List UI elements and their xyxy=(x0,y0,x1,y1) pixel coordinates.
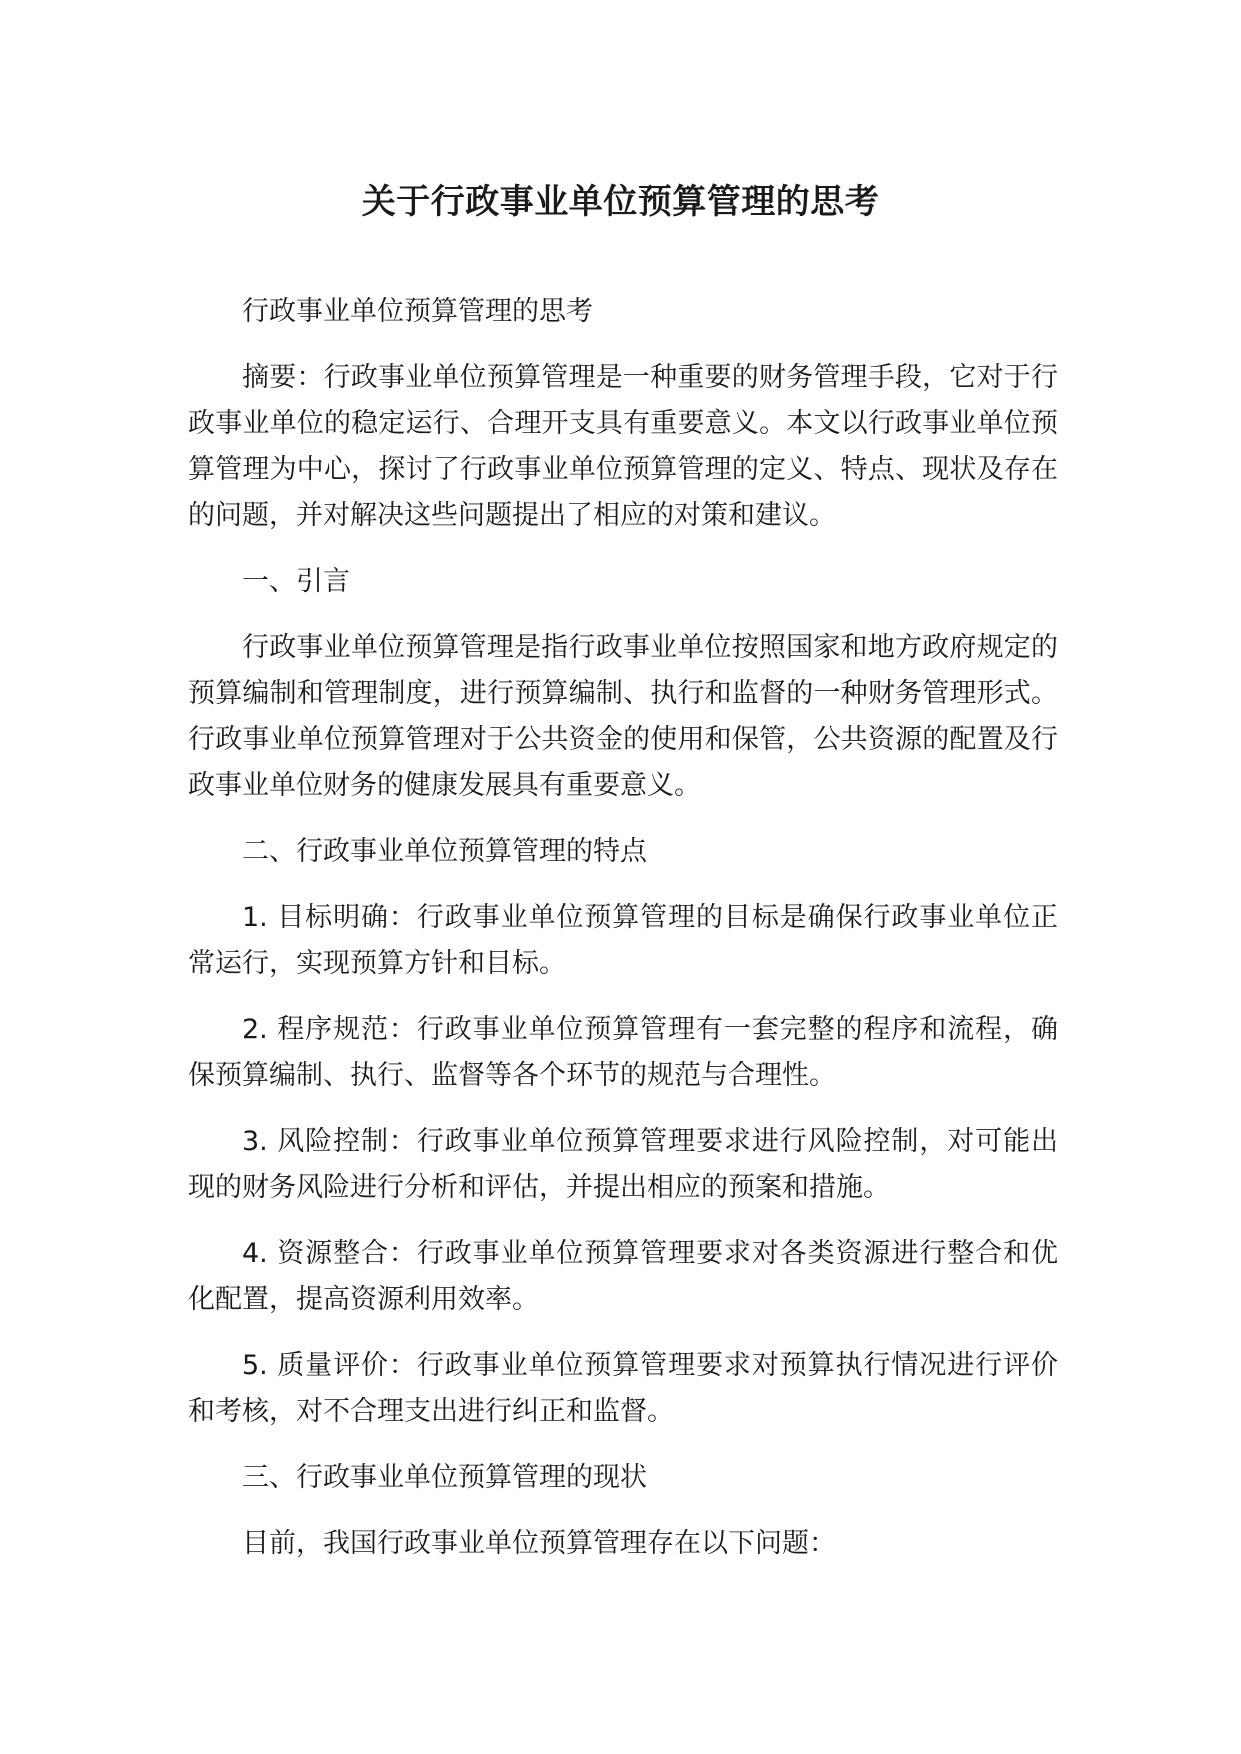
feature-item-1: 1. 目标明确：行政事业单位预算管理的目标是确保行政事业单位正常运行，实现预算方针和目标。 xyxy=(188,902,1058,979)
feature-item-2: 2. 程序规范：行政事业单位预算管理有一套完整的程序和流程，确保预算编制、执行、监督等各个环节的规范与合理性。 xyxy=(188,1014,1058,1091)
subtitle-paragraph: 行政事业单位预算管理的思考 xyxy=(242,296,593,327)
introduction-paragraph: 行政事业单位预算管理是指行政事业单位按照国家和地方政府规定的预算编制和管理制度，进行预算编制、执行和监督的一种财务管理形式。行政事业单位预算管理对于公共资金的使用和保管，公共资源的配置及行政事业单位财务的健康发展具有重要意义。 xyxy=(188,632,1058,801)
status-paragraph: 目前，我国行政事业单位预算管理存在以下问题： xyxy=(242,1528,836,1559)
document-title: 关于行政事业单位预算管理的思考 xyxy=(361,182,880,222)
abstract-paragraph: 摘要：行政事业单位预算管理是一种重要的财务管理手段，它对于行政事业单位的稳定运行、合理开支具有重要意义。本文以行政事业单位预算管理为中心，探讨了行政事业单位预算管理的定义、特点、现状及存在的问题，并对解决这些问题提出了相应的对策和建议。 xyxy=(188,362,1058,531)
section-heading-introduction: 一、引言 xyxy=(242,566,350,597)
section-heading-features: 二、行政事业单位预算管理的特点 xyxy=(242,836,647,867)
feature-item-5: 5. 质量评价：行政事业单位预算管理要求对预算执行情况进行评价和考核，对不合理支出进行纠正和监督。 xyxy=(188,1350,1058,1427)
document-body xyxy=(188,289,1058,1567)
feature-item-4: 4. 资源整合：行政事业单位预算管理要求对各类资源进行整合和优化配置，提高资源利用效率。 xyxy=(188,1238,1058,1315)
section-heading-status: 三、行政事业单位预算管理的现状 xyxy=(242,1462,647,1493)
feature-item-3: 3. 风险控制：行政事业单位预算管理要求进行风险控制，对可能出现的财务风险进行分析和评估，并提出相应的预案和措施。 xyxy=(188,1126,1058,1203)
